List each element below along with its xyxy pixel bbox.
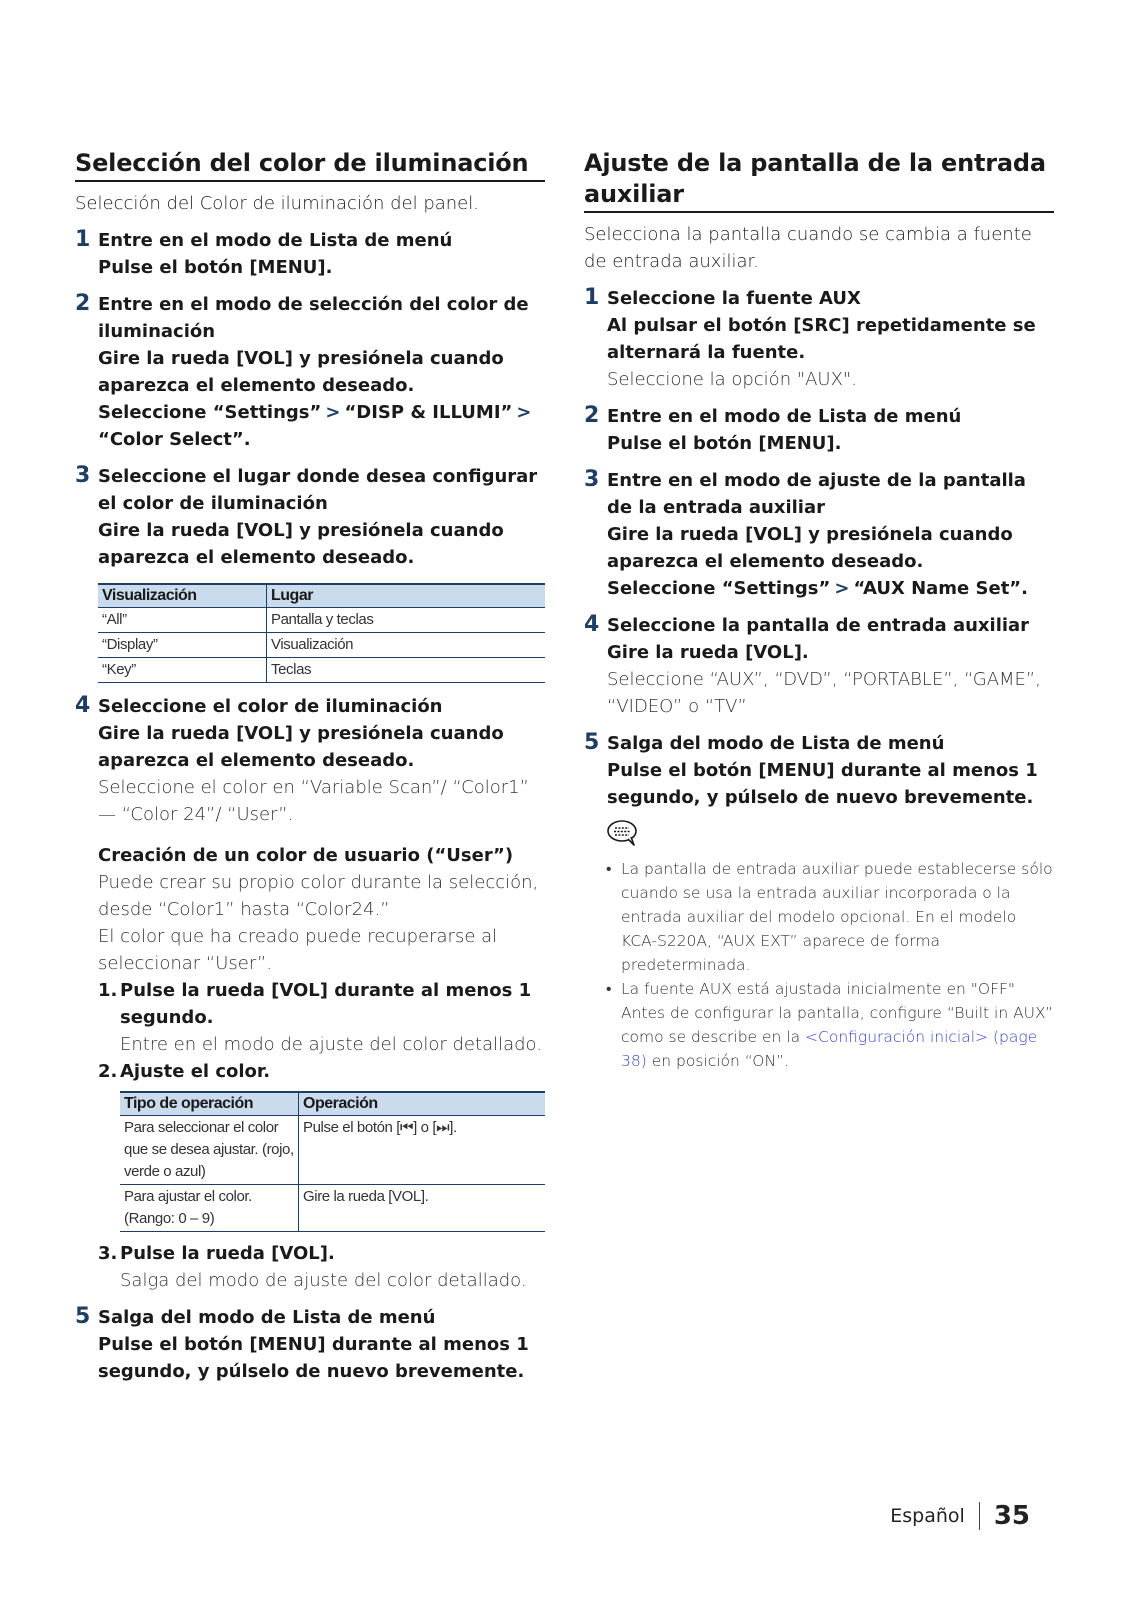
step-title: Entre en el modo de ajuste de la pantalla de la entrada auxiliar xyxy=(607,470,1026,518)
step-5 xyxy=(75,1304,545,1385)
step-4 xyxy=(75,693,545,1294)
section-intro: Selección del Color de iluminación del panel. xyxy=(75,193,479,214)
operation-table xyxy=(120,1091,545,1232)
note-text: en posición “ON”. xyxy=(646,1052,789,1070)
step-number: 3 xyxy=(584,467,600,492)
step-2 xyxy=(75,291,545,453)
substep-number: 1. xyxy=(98,980,118,1001)
step-number: 2 xyxy=(75,291,91,316)
step-title: Seleccione el color de iluminación xyxy=(98,696,443,717)
table-cell: Pantalla y teclas xyxy=(267,608,546,633)
substep-2 xyxy=(98,1058,545,1232)
step-text: Gire la rueda [VOL] y presiónela cuando aparezca el elemento deseado. xyxy=(98,520,504,568)
step-number: 5 xyxy=(75,1304,91,1329)
section-title-color: Selección del color de iluminación xyxy=(75,148,545,182)
step-1 xyxy=(75,227,545,281)
step-1 xyxy=(584,285,1054,393)
table-header: Tipo de operación xyxy=(120,1092,299,1116)
step-3 xyxy=(584,467,1054,602)
step-text: Pulse el botón [MENU] durante al menos 1 segundo, y púlselo de nuevo brevemente. xyxy=(607,760,1038,808)
table-cell: Pulse el botón [⏮] o [⏭]. xyxy=(299,1116,546,1185)
step-title: Entre en el modo de Lista de menú xyxy=(607,406,962,427)
table-row xyxy=(120,1116,545,1185)
right-column xyxy=(584,148,1054,1073)
step-number: 4 xyxy=(75,693,91,718)
table-cell: Visualización xyxy=(267,633,546,658)
step-number: 1 xyxy=(584,285,600,310)
table-cell: “All” xyxy=(98,608,267,633)
step-text: Gire la rueda [VOL] y presiónela cuando aparezca el elemento deseado. xyxy=(98,348,504,396)
menu-path-part: “DISP & ILLUMI” xyxy=(344,402,513,423)
substep-1 xyxy=(98,977,545,1058)
step-number: 1 xyxy=(75,227,91,252)
menu-path-part: Seleccione “Settings” xyxy=(98,402,322,423)
step-3 xyxy=(75,463,545,683)
step-5 xyxy=(584,730,1054,811)
table-cell: “Display” xyxy=(98,633,267,658)
section-intro: Selecciona la pantalla cuando se cambia a fuente de entrada auxiliar. xyxy=(584,224,1032,272)
step-number: 5 xyxy=(584,730,600,755)
step-note: Seleccione el color en “Variable Scan”/ “Color1” — “Color 24”/ “User”. xyxy=(98,777,529,825)
menu-path-part: “Color Select”. xyxy=(98,429,251,450)
step-text: Pulse el botón [MENU]. xyxy=(607,433,842,454)
location-table xyxy=(98,583,545,683)
step-text: Gire la rueda [VOL] y presiónela cuando aparezca el elemento deseado. xyxy=(607,524,1013,572)
section-title-aux: Ajuste de la pantalla de la entrada auxiliar xyxy=(584,148,1054,213)
substep-title: Pulse la rueda [VOL] durante al menos 1 segundo. xyxy=(120,980,532,1028)
substep-number: 3. xyxy=(98,1243,118,1264)
step-number: 3 xyxy=(75,463,91,488)
step-title: Entre en el modo de selección del color de iluminación xyxy=(98,294,529,342)
table-cell: “Key” xyxy=(98,658,267,683)
substep-3 xyxy=(98,1240,545,1294)
menu-path xyxy=(98,399,545,453)
paragraph: Puede crear su propio color durante la selección, desde “Color1” hasta “Color24.” xyxy=(98,872,539,920)
substep-title: Pulse la rueda [VOL]. xyxy=(120,1243,335,1264)
table-row xyxy=(98,658,545,683)
page-footer xyxy=(890,1501,1030,1531)
table-row xyxy=(98,633,545,658)
note-item: • La pantalla de entrada auxiliar puede establecerse sólo cuando se usa la entrada auxiliar incorporada o la entrada auxiliar del modelo opcional. En el modelo KCA-S220A, “AUX EXT” aparece de forma predeterminada. xyxy=(606,857,1054,977)
substep-text: Salga del modo de ajuste del color detallado. xyxy=(120,1270,527,1291)
page-number: 35 xyxy=(993,1501,1030,1531)
substep-title: Ajuste el color. xyxy=(120,1061,271,1082)
step-title: Seleccione el lugar donde desea configurar el color de iluminación xyxy=(98,466,538,514)
step-text: Pulse el botón [MENU]. xyxy=(98,257,333,278)
step-title: Salga del modo de Lista de menú xyxy=(98,1307,436,1328)
step-2 xyxy=(584,403,1054,457)
note-item xyxy=(606,977,1054,1073)
step-title: Entre en el modo de Lista de menú xyxy=(98,230,453,251)
note-speech-bubble-icon xyxy=(606,819,640,847)
table-cell: Teclas xyxy=(267,658,546,683)
step-title: Salga del modo de Lista de menú xyxy=(607,733,945,754)
step-text: Al pulsar el botón [SRC] repetidamente se alternará la fuente. xyxy=(607,315,1036,363)
notes-list xyxy=(584,857,1054,1073)
step-text: Pulse el botón [MENU] durante al menos 1 segundo, y púlselo de nuevo brevemente. xyxy=(98,1334,529,1382)
table-header: Visualización xyxy=(98,584,267,608)
step-note: Seleccione “AUX”, “DVD”, “PORTABLE”, “GAME”, “VIDEO” o “TV” xyxy=(607,669,1041,717)
table-header: Lugar xyxy=(267,584,546,608)
menu-path xyxy=(607,575,1054,602)
step-number: 2 xyxy=(584,403,600,428)
menu-path-part: “AUX Name Set”. xyxy=(853,578,1028,599)
setup-link[interactable]: <Configuración inicial> (page 38) xyxy=(621,1028,1038,1070)
step-4 xyxy=(584,612,1054,720)
table-row xyxy=(120,1185,545,1232)
arrow-icon: > xyxy=(516,402,532,423)
arrow-icon: > xyxy=(325,402,341,423)
note-text: La fuente AUX está ajustada inicialmente en "OFF" Antes de configurar la pantalla, configure “Built in AUX” como se describe en la xyxy=(621,980,1054,1046)
footer-language: Español xyxy=(890,1502,980,1530)
left-column xyxy=(75,148,545,1385)
step-number: 4 xyxy=(584,612,600,637)
step-title: Seleccione la pantalla de entrada auxiliar xyxy=(607,615,1030,636)
substep-text: Entre en el modo de ajuste del color detallado. xyxy=(120,1034,542,1055)
table-header: Operación xyxy=(299,1092,546,1116)
substep-number: 2. xyxy=(98,1061,118,1082)
arrow-icon: > xyxy=(834,578,850,599)
table-cell: Para seleccionar el color que se desea ajustar. (rojo, verde o azul) xyxy=(120,1116,299,1185)
step-text: Gire la rueda [VOL] y presiónela cuando aparezca el elemento deseado. xyxy=(98,723,504,771)
menu-path-part: Seleccione “Settings” xyxy=(607,578,831,599)
user-color-section xyxy=(98,842,545,1294)
step-note: Seleccione la opción "AUX". xyxy=(607,369,857,390)
subsection-title: Creación de un color de usuario (“User”) xyxy=(98,845,514,866)
table-cell: Gire la rueda [VOL]. xyxy=(299,1185,546,1232)
table-row xyxy=(98,608,545,633)
step-title: Seleccione la fuente AUX xyxy=(607,288,861,309)
step-text: Gire la rueda [VOL]. xyxy=(607,642,809,663)
paragraph: El color que ha creado puede recuperarse al seleccionar “User”. xyxy=(98,926,498,974)
table-cell: Para ajustar el color. (Rango: 0 – 9) xyxy=(120,1185,299,1232)
